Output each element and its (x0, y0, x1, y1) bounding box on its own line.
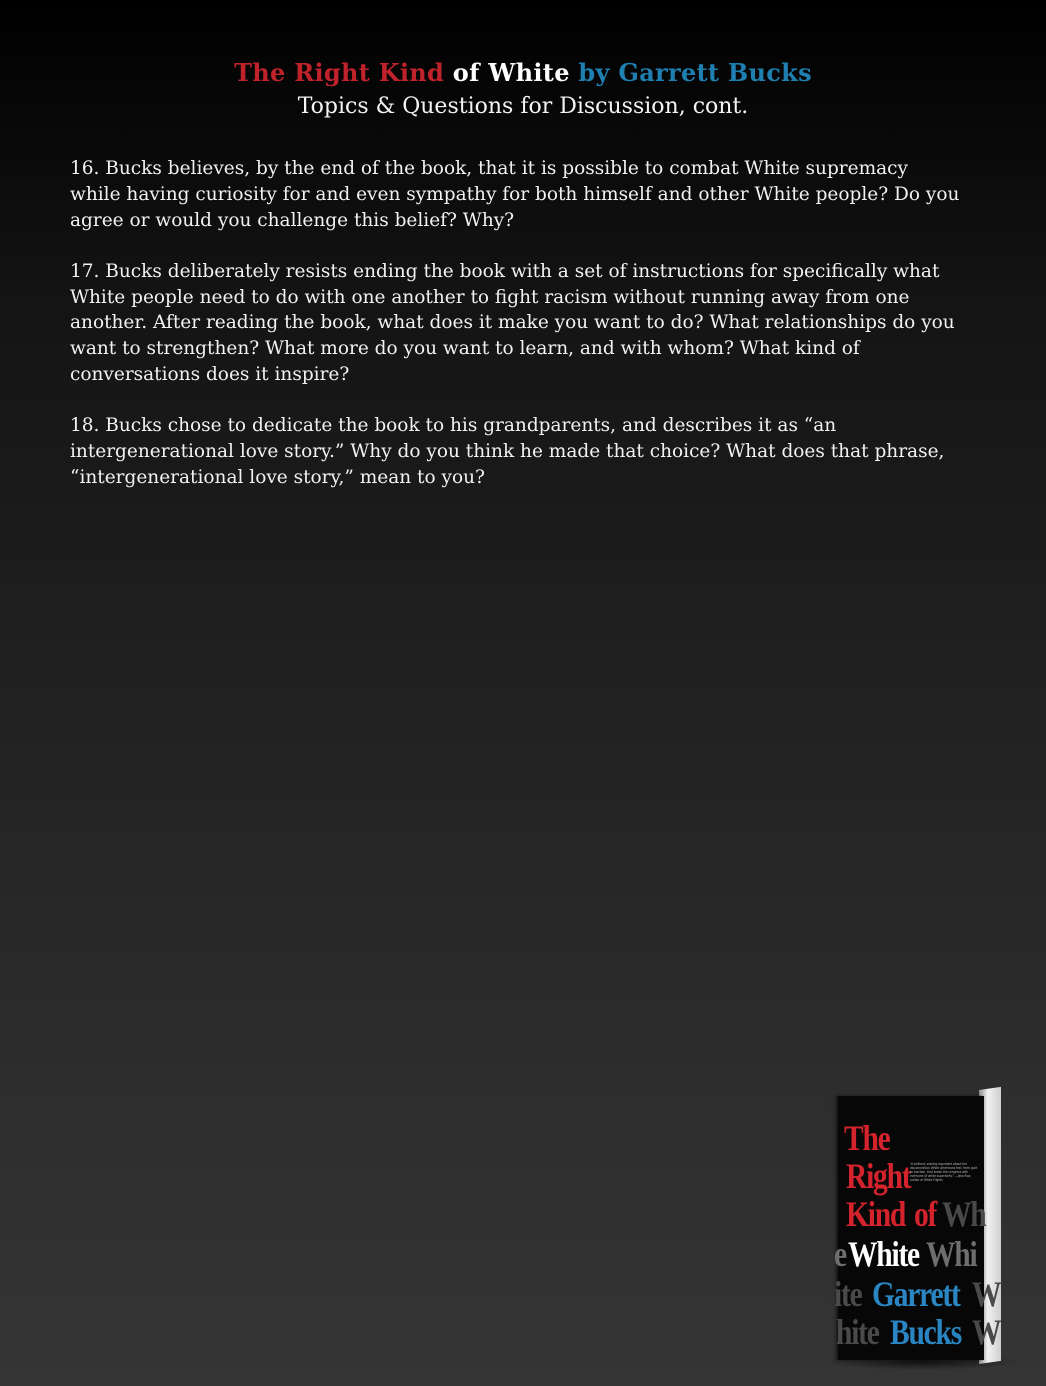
book-cover-front (834, 1096, 1001, 1360)
cover-word-w-echo-2: W (972, 1312, 1001, 1352)
cover-word-bucks: Bucks (890, 1312, 961, 1352)
cover-word-right: Right (846, 1156, 911, 1196)
question-16: 16. Bucks believes, by the end of the book, that it is possible to combat White supremacy while having curiosity for and even sympathy for both himself and other White people? Do you agree or would you challenge this belief? Why? (70, 158, 960, 231)
title-white-part: of White (452, 58, 570, 87)
question-17: 17. Bucks deliberately resists ending the book with a set of instructions for specifically what White people need to do with one another to fight racism without running away from one another. After reading the book, what does it make you want to do? What relationships do you want to strengthen? What more do you want to learn, and with whom? What kind of conversations does it inspire? (70, 260, 955, 386)
book-cover-image (832, 1086, 1010, 1372)
book-title-line (0, 56, 1046, 90)
cover-word-of: of (914, 1194, 937, 1234)
cover-word-ite: ite (834, 1274, 862, 1314)
cover-word-white-echo-1: Wh (942, 1194, 986, 1234)
cover-word-the: The (844, 1118, 890, 1158)
page-header (0, 56, 1046, 124)
cover-word-e: e (834, 1234, 846, 1274)
cover-word-w-echo: W (972, 1274, 1001, 1314)
cover-word-hite: hite (836, 1312, 879, 1352)
question-list (70, 156, 960, 516)
cover-word-white-echo-2: Whi (926, 1234, 977, 1274)
cover-blurb: “A brilliant, searing argument about the disconnection White Americans feel, from guilt to inaction, that break the congress with everyone of white superiority.” —Jess Row, author of White Flights (910, 1162, 978, 1182)
cover-word-kind: Kind (846, 1194, 906, 1234)
cover-word-white: White (848, 1234, 919, 1274)
title-author-part: by Garrett Bucks (578, 58, 812, 87)
cover-word-garrett: Garrett (872, 1274, 960, 1314)
title-red-part: The Right Kind (234, 58, 445, 87)
page-subtitle: Topics & Questions for Discussion, cont. (297, 94, 749, 119)
question-18: 18. Bucks chose to dedicate the book to his grandparents, and describes it as “an intergenerational love story.” Why do you think he made that choice? What does that phrase, “intergenerational love story,” mean to you? (70, 415, 945, 488)
